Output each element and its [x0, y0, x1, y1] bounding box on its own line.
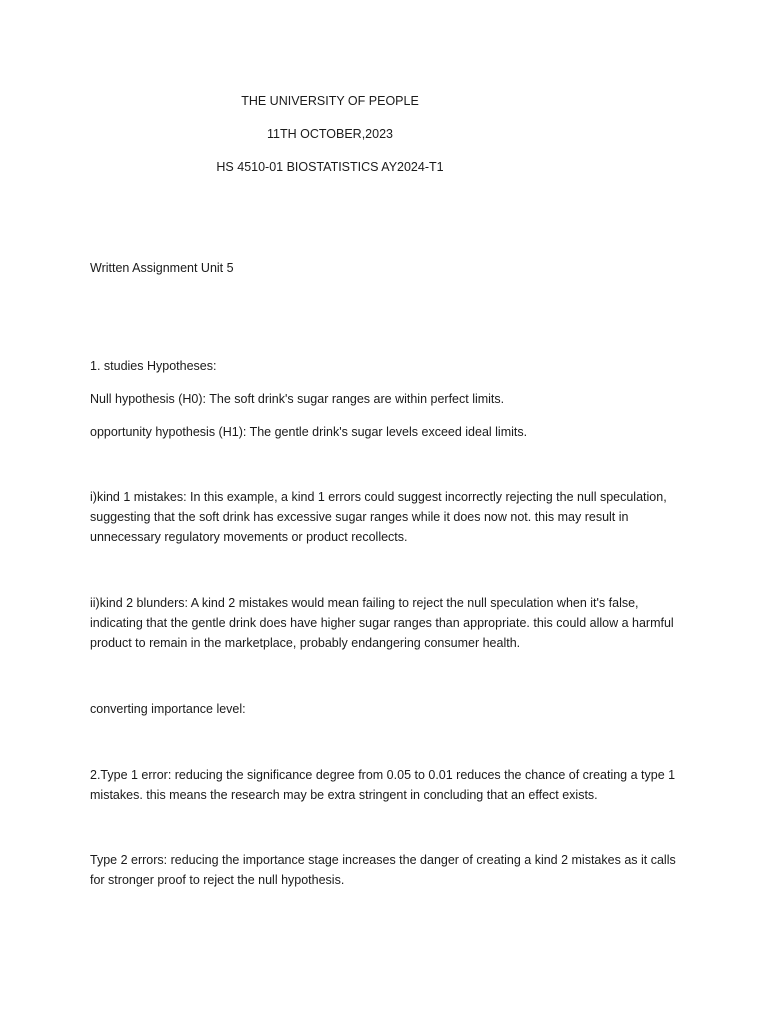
type2-error-paragraph: ii)kind 2 blunders: A kind 2 mistakes would mean failing to reject the null speculation when it's false, indicating that the gentle drink does have higher sugar ranges than appropriate. this could allow a harmful product to remain in the marketplace, probably endangering consumer health.: [90, 596, 674, 650]
null-hypothesis: Null hypothesis (H0): The soft drink's sugar ranges are within perfect limits.: [90, 392, 505, 406]
alternative-hypothesis: opportunity hypothesis (H1): The gentle drink's sugar levels exceed ideal limits.: [90, 425, 528, 439]
course-title: HS 4510-01 BIOSTATISTICS AY2024-T1: [216, 160, 444, 174]
significance-type2-paragraph: Type 2 errors: reducing the importance stage increases the danger of creating a kind 2 mistakes as it calls for stronger proof to reject the null hypothesis.: [90, 853, 676, 887]
significance-type1-paragraph: 2.Type 1 error: reducing the significance degree from 0.05 to 0.01 reduces the chance of creating a type 1 mistakes. this means the research may be extra stringent in concluding that an effect exists.: [90, 768, 676, 802]
significance-heading: converting importance level:: [90, 702, 246, 716]
hypotheses-heading: 1. studies Hypotheses:: [90, 359, 217, 373]
assignment-title: Written Assignment Unit 5: [90, 261, 234, 275]
university-name: THE UNIVERSITY OF PEOPLE: [241, 94, 419, 108]
type1-error-paragraph: i)kind 1 mistakes: In this example, a kind 1 errors could suggest incorrectly rejecting the null speculation, suggesting that the soft drink has excessive sugar ranges while it does now not. this may result in unnecessary regulatory movements or product recollects.: [90, 490, 667, 544]
submission-date: 11TH OCTOBER,2023: [267, 127, 393, 141]
